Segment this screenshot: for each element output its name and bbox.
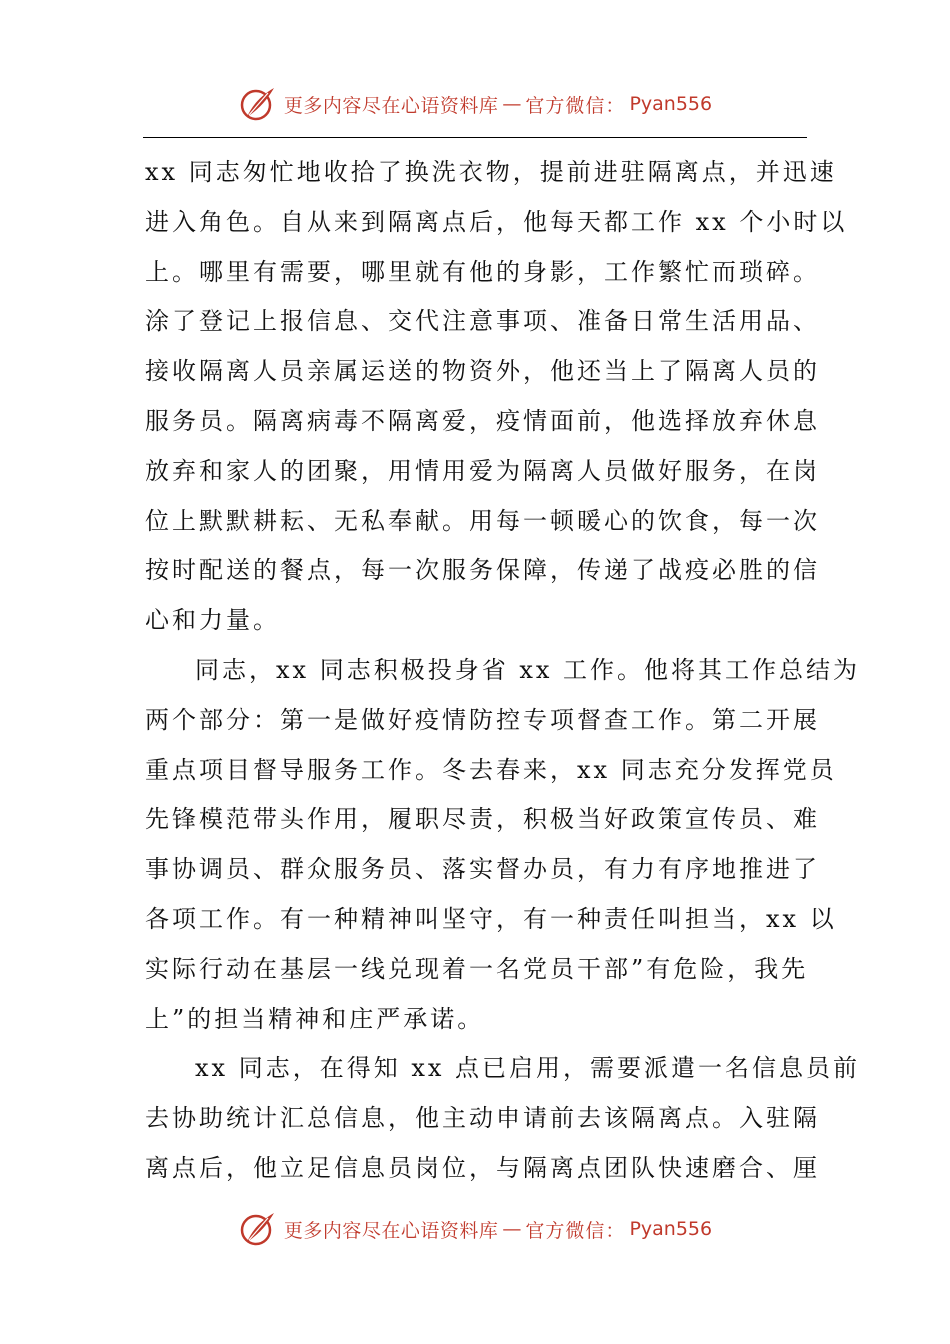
text-line: 进入角色。自从来到隔离点后，他每天都工作 xx 个小时以 bbox=[145, 207, 848, 236]
banner-dash: — bbox=[502, 1218, 522, 1240]
text-line: 重点项目督导服务工作。冬去春来，xx 同志充分发挥党员 bbox=[145, 755, 837, 784]
header-banner bbox=[0, 82, 950, 126]
quill-pen-logo-icon bbox=[238, 84, 278, 124]
text-line: 按时配送的餐点，每一次服务保障，传递了战疫必胜的信 bbox=[145, 556, 820, 585]
text-line: 放弃和家人的团聚，用情用爱为隔离人员做好服务，在岗 bbox=[145, 456, 820, 485]
text-line: xx 同志匆忙地收拾了换洗衣物，提前进驻隔离点，并迅速 bbox=[145, 158, 837, 186]
text-line: 先锋模范带头作用，履职尽责，积极当好政策宣传员、难 bbox=[145, 805, 820, 834]
text-line: 服务员。隔离病毒不隔离爱，疫情面前，他选择放弃休息 bbox=[145, 406, 820, 435]
document-body bbox=[145, 148, 861, 1194]
text-line: 实际行动在基层一线兑现着一名党员干部”有危险，我先 bbox=[145, 954, 809, 983]
text-line: 涂了登记上报信息、交代注意事项、准备日常生活用品、 bbox=[145, 307, 820, 336]
text-line: 接收隔离人员亲属运送的物资外，他还当上了隔离人员的 bbox=[145, 357, 820, 386]
text-line: 同志，xx 同志积极投身省 xx 工作。他将其工作总结为 bbox=[195, 655, 861, 684]
footer-banner bbox=[0, 1207, 950, 1251]
text-line: 两个部分：第一是做好疫情防控专项督查工作。第二开展 bbox=[145, 705, 820, 734]
banner-wechat-id: Pyan556 bbox=[629, 1218, 713, 1240]
banner-promo-text: 更多内容尽在心语资料库 bbox=[283, 94, 499, 117]
text-line: 各项工作。有一种精神叫坚守，有一种责任叫担当，xx 以 bbox=[145, 904, 837, 933]
banner-dash: — bbox=[502, 93, 522, 115]
header-rule bbox=[143, 137, 807, 138]
banner-promo-text: 更多内容尽在心语资料库 bbox=[283, 1219, 499, 1242]
banner-wechat-id: Pyan556 bbox=[629, 93, 713, 115]
text-line: 心和力量。 bbox=[145, 606, 280, 635]
text-line: 去协助统计汇总信息，他主动申请前去该隔离点。入驻隔 bbox=[145, 1104, 820, 1133]
banner-official-label: 官方微信： bbox=[525, 94, 626, 117]
quill-pen-logo-icon bbox=[238, 1209, 278, 1249]
text-line: 上”的担当精神和庄严承诺。 bbox=[145, 1004, 485, 1033]
text-line: 位上默默耕耘、无私奉献。用每一顿暖心的饮食，每一次 bbox=[145, 506, 820, 535]
text-line: 事协调员、群众服务员、落实督办员，有力有序地推进了 bbox=[145, 855, 820, 884]
text-line: xx 同志，在得知 xx 点已启用，需要派遣一名信息员前 bbox=[195, 1054, 861, 1083]
banner-official-label: 官方微信： bbox=[525, 1219, 626, 1242]
text-line: 上。哪里有需要，哪里就有他的身影，工作繁忙而琐碎。 bbox=[145, 257, 820, 286]
text-line: 离点后，他立足信息员岗位，与隔离点团队快速磨合、厘 bbox=[145, 1153, 820, 1182]
